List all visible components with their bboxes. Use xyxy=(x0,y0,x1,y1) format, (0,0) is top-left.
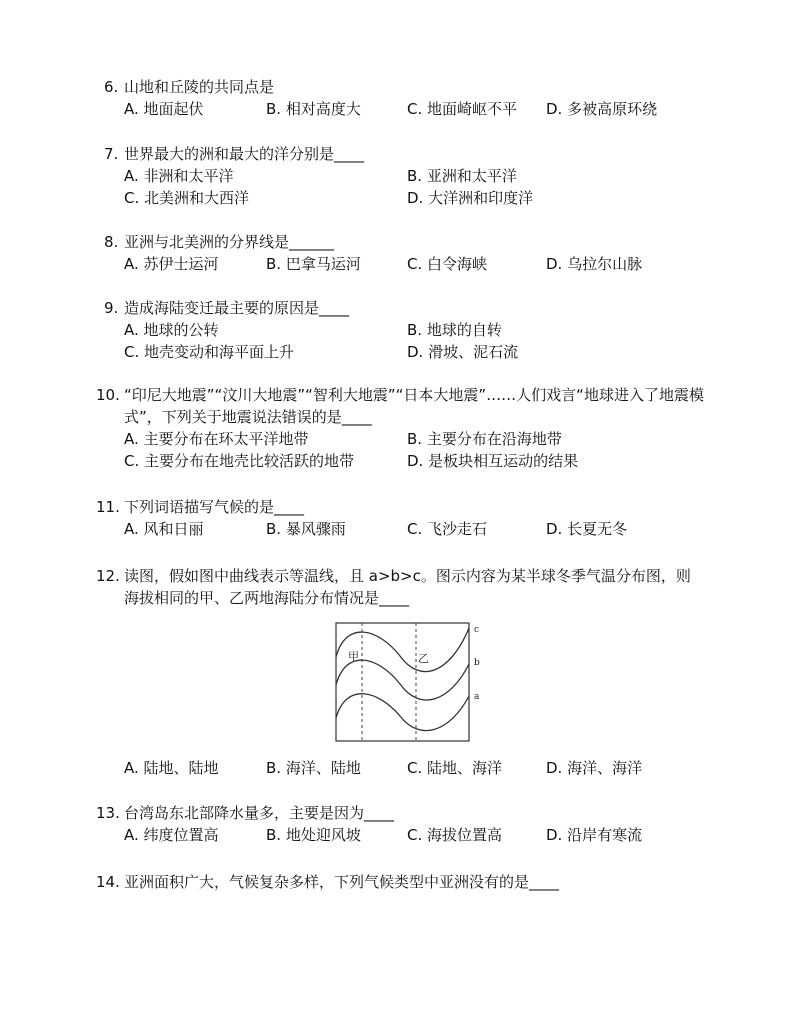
option-b: B. 海洋、陆地 xyxy=(266,759,361,777)
option-a: A. 地面起伏 xyxy=(124,100,204,118)
options-row xyxy=(124,341,704,363)
question-text: 山地和丘陵的共同点是 xyxy=(124,78,275,96)
option-c: C. 地面崎岖不平 xyxy=(407,100,518,118)
question-13 xyxy=(96,802,704,846)
option-b: B. 地处迎风坡 xyxy=(266,826,361,844)
question-text: “印尼大地震”“汶川大地震”“智利大地震”“日本大地震”……人们戏言“地球进入了地震模式”，下列关于地震说法错误的是____ xyxy=(124,386,704,426)
option-c: C. 地壳变动和海平面上升 xyxy=(124,343,295,361)
question-stem xyxy=(104,297,704,319)
option-a: A. 主要分布在环太平洋地带 xyxy=(124,430,309,448)
label-a: a xyxy=(474,692,480,702)
options-row xyxy=(124,450,704,472)
option-d: D. 长夏无冬 xyxy=(546,520,628,538)
option-c: C. 陆地、海洋 xyxy=(407,759,503,777)
options-row xyxy=(124,187,704,209)
option-d: D. 滑坡、泥石流 xyxy=(407,343,519,361)
question-10 xyxy=(96,384,704,472)
question-text: 读图，假如图中曲线表示等温线，且 a>b>c。图示内容为某半球冬季气温分布图，则海拔相同的甲、乙两地海陆分布情况是____ xyxy=(124,567,691,607)
options-row xyxy=(124,165,704,187)
question-text: 亚洲与北美洲的分界线是______ xyxy=(124,233,335,251)
option-d: D. 乌拉尔山脉 xyxy=(546,255,643,273)
options-row xyxy=(124,98,704,120)
question-text: 下列词语描写气候的是____ xyxy=(124,498,305,516)
question-number: 11. xyxy=(96,498,120,516)
question-stem xyxy=(104,143,704,165)
question-number: 10. xyxy=(96,386,120,404)
option-d: D. 沿岸有寒流 xyxy=(546,826,643,844)
options-row xyxy=(124,518,704,540)
question-number: 13. xyxy=(96,804,120,822)
option-d: D. 海洋、海洋 xyxy=(546,759,643,777)
question-6 xyxy=(104,76,704,120)
options-row xyxy=(124,757,704,779)
question-7 xyxy=(104,143,704,209)
options-row xyxy=(124,824,704,846)
option-b: B. 相对高度大 xyxy=(266,100,361,118)
question-8 xyxy=(104,231,704,275)
question-stem xyxy=(96,384,704,428)
label-b: b xyxy=(474,658,480,668)
question-14 xyxy=(96,871,704,893)
option-c: C. 白令海峡 xyxy=(407,255,488,273)
option-d: D. 是板块相互运动的结果 xyxy=(407,452,579,470)
question-stem xyxy=(104,76,704,98)
option-b: B. 暴风骤雨 xyxy=(266,520,346,538)
isotherm-a xyxy=(336,694,469,731)
question-number: 6. xyxy=(104,78,119,96)
isotherm-figure xyxy=(334,620,486,748)
option-a: A. 纬度位置高 xyxy=(124,826,219,844)
option-b: B. 主要分布在沿海地带 xyxy=(407,430,562,448)
option-a: A. 苏伊士运河 xyxy=(124,255,219,273)
option-b: B. 亚洲和太平洋 xyxy=(407,167,517,185)
label-yi: 乙 xyxy=(418,652,429,665)
question-12-options xyxy=(104,757,704,779)
question-stem xyxy=(96,565,704,609)
option-c: C. 海拔位置高 xyxy=(407,826,503,844)
option-c: C. 北美洲和大西洋 xyxy=(124,189,250,207)
question-number: 14. xyxy=(96,873,120,891)
option-b: B. 地球的自转 xyxy=(407,321,502,339)
question-text: 造成海陆变迁最主要的原因是____ xyxy=(124,299,350,317)
question-9 xyxy=(104,297,704,363)
options-row xyxy=(124,253,704,275)
question-number: 9. xyxy=(104,299,119,317)
question-text: 台湾岛东北部降水量多，主要是因为____ xyxy=(124,804,395,822)
question-text: 世界最大的洲和最大的洋分别是____ xyxy=(124,145,365,163)
question-stem xyxy=(104,231,704,253)
question-11 xyxy=(96,496,704,540)
option-c: C. 主要分布在地壳比较活跃的地带 xyxy=(124,452,355,470)
question-12 xyxy=(96,565,704,609)
question-number: 7. xyxy=(104,145,119,163)
option-d: D. 大洋洲和印度洋 xyxy=(407,189,534,207)
label-c: c xyxy=(474,625,480,635)
label-jia: 甲 xyxy=(348,650,359,663)
question-text: 亚洲面积广大，气候复杂多样，下列气候类型中亚洲没有的是____ xyxy=(124,873,560,891)
question-stem xyxy=(96,802,704,824)
question-stem xyxy=(96,496,704,518)
option-c: C. 飞沙走石 xyxy=(407,520,488,538)
option-a: A. 非洲和太平洋 xyxy=(124,167,234,185)
question-number: 8. xyxy=(104,233,119,251)
option-b: B. 巴拿马运河 xyxy=(266,255,361,273)
options-row xyxy=(124,428,704,450)
option-d: D. 多被高原环绕 xyxy=(546,100,658,118)
isotherm-diagram xyxy=(334,620,486,748)
option-a: A. 地球的公转 xyxy=(124,321,219,339)
question-stem xyxy=(96,871,704,893)
option-a: A. 风和日丽 xyxy=(124,520,204,538)
options-row xyxy=(124,319,704,341)
question-number: 12. xyxy=(96,567,120,585)
option-a: A. 陆地、陆地 xyxy=(124,759,219,777)
figure-frame xyxy=(336,623,469,741)
